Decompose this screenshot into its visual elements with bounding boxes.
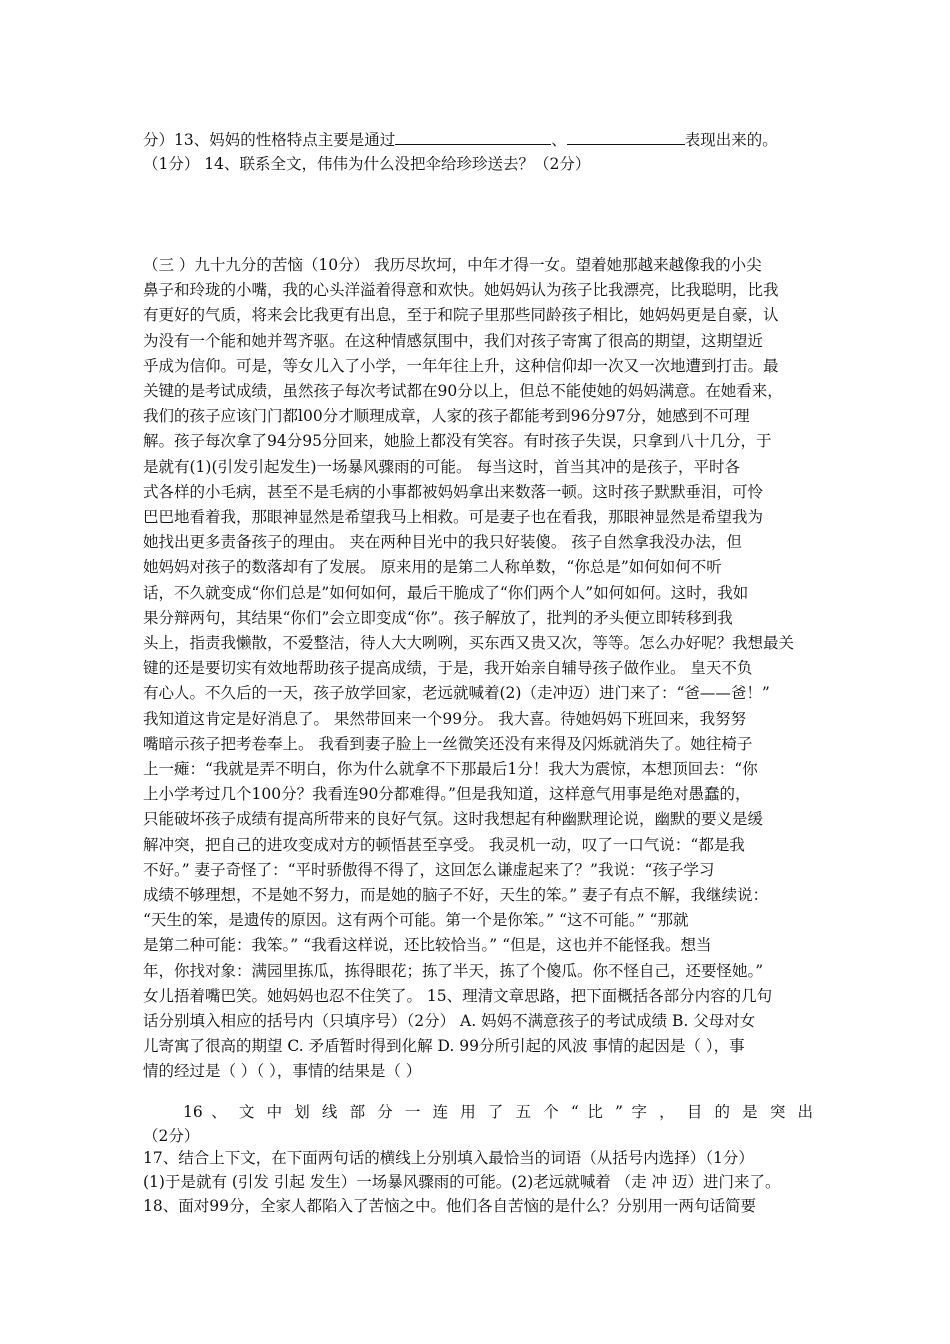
passage-line: 式各样的小毛病，甚至不是毛病的小事都被妈妈拿出来数落一顿。这时孩子默默垂泪，可怜 (143, 482, 764, 501)
passage-line: 乎成为信仰。可是，等女儿入了小学，一年年往上升，这种信仰却一次又一次地遭到打击。最 (143, 356, 779, 375)
passage-line: 上一瘫：“我就是弄不明白，你为什么就拿不下那最后1分！我大为震惊，本想顶回去：“你 (143, 760, 758, 778)
passage-line: 嘴暗示孩子把考卷奉上。 我看到妻子脸上一丝微笑还没有来得及闪烁就消失了。她往椅子 (143, 734, 753, 753)
passage-line: 我知道这肯定是好消息了。 果然带回来一个99分。 我大喜。待她妈妈下班回来，我努努 (143, 709, 747, 728)
passage-line: 是第二种可能：我笨。” “我看这样说，还比较恰当。” “但是，这也并不能怪我。想当 (143, 936, 712, 955)
passage-line: 年，你找对象：满园里拣瓜，拣得眼花；拣了半天，拣了个傻瓜。你不怪自己，还要怪她。” (143, 961, 764, 980)
passage-line: 解冲突，把自己的进攻变成对方的顿悟甚至享受。 我灵机一动，叹了一口气说：“都是我 (143, 835, 745, 854)
passage-line: 女儿捂着嘴巴笑。她妈妈也忍不住笑了。 15、理清文章思路，把下面概括各部分内容的几句 (143, 986, 773, 1005)
answer-blank-2 (567, 128, 685, 145)
question-14-line: （1分） 14、联系全文，伟伟为什么没把伞给珍珍送去？（2分） (143, 155, 591, 173)
passage-line: 有更好的气质，将来会比我更有出息，至于和院子里那些同龄孩子相比，她妈妈更是自豪，认 (143, 306, 779, 325)
question-17-line: 17、结合上下文，在下面两句话的横线上分别填入最恰当的词语（从括号内选择）（1分） (143, 1149, 754, 1167)
passage-line: 她妈妈对孩子的数落却有了发展。 原来用的是第二人称单数，“你总是”如何如何不听 (143, 558, 722, 577)
passage-line: 解。孩子每次拿了94分95分回来，她脸上都没有笑容。有时孩子失误，只拿到八十几分，于 (143, 432, 772, 451)
passage-line: 上小学考过几个100分？我看连90分都难得。”但是我知道，这样意气用事是绝对愚蠢的， (143, 785, 751, 804)
question-16-line (143, 1100, 813, 1125)
passage-line: 键的还是要切实有效地帮助孩子提高成绩，于是，我开始亲自辅导孩子做作业。 皇天不负 (143, 659, 753, 678)
question-13-text-b: 、 (551, 131, 567, 149)
question-13-text-a: 分）13、妈妈的性格特点主要是通过 (143, 131, 396, 149)
passage-line: 不好。” 妻子奇怪了：“平时骄傲得不得了，这回怎么谦虚起来了？”我说：“孩子学习 (143, 860, 715, 879)
passage-line: “天生的笨，是遗传的原因。这有两个可能。第一个是你笨。” “这不可能。” “那就 (143, 911, 689, 930)
question-17-answer-line: (1)于是就有 (引发 引起 发生）一场暴风骤雨的可能。(2)老远就喊着 （走 冲 迈）进门来了。 (143, 1173, 781, 1191)
passage-line: 头上，指责我懒散，不爱整洁，待人大大咧咧，买东西又贵又次，等等。怎么办好呢？我想最关 (143, 634, 795, 652)
passage-line: 话，不久就变成“你们总是”如何如何，最后干脆成了“你们两个人”如何如何。这时，我如 (143, 583, 749, 602)
question-13-line (143, 128, 813, 153)
passage-line: 有心人。不久后的一天，孩子放学回家，老远就喊着(2)（走冲迈）进门来了：“爸——爸！” (143, 684, 770, 703)
passage-line: 我们的孩子应该门门都l00分才顺理成章，人家的孩子都能考到96分97分，她感到不可理 (143, 407, 750, 426)
passage-line: 成绩不够理想，不是她不努力，而是她的脑子不好，天生的笨。” 妻子有点不解，我继续说： (143, 886, 769, 904)
passage-line: 她找出更多责备孩子的理由。 夹在两种目光中的我只好装傻。 孩子自然拿我没办法，但 (143, 533, 742, 552)
passage-line: 关键的是考试成绩，虽然孩子每次考试都在90分以上，但总不能使她的妈妈满意。在她看来， (143, 382, 783, 400)
question-18-line: 18、面对99分，全家人都陷入了苦恼之中。他们各自苦恼的是什么？分别用一两句话简要 (143, 1197, 756, 1215)
passage-line: 为没有一个能和她并驾齐驱。在这种情感氛围中，我们对孩子寄寓了很高的期望，这期望近 (143, 331, 764, 350)
passage-line: 情的经过是（ ）（ ），事情的结果是（ ） (143, 1062, 422, 1081)
answer-blank-1 (395, 128, 551, 145)
passage-line: 果分辩两句，其结果“你们”会立即变成“你”。孩子解放了，批判的矛头便立即转移到我 (143, 608, 733, 627)
passage-line: 只能破坏孩子成绩有提高所带来的良好气氛。这时我想起有种幽默理论说，幽默的要义是缓 (143, 810, 764, 829)
passage-line: 儿寄寓了很高的期望 C. 矛盾暂时得到化解 D. 99分所引起的风波 事情的起因是（ ），事 (143, 1037, 745, 1056)
question-16-points: （2分） (143, 1127, 200, 1145)
passage-line: 鼻子和玲珑的小嘴，我的心头洋溢着得意和欢快。她妈妈认为孩子比我漂亮，比我聪明，比我 (143, 281, 779, 300)
passage-line: 话分别填入相应的括号内（只填序号）（2分） A. 妈妈不满意孩子的考试成绩 B. 父母对女 (143, 1012, 756, 1030)
passage-line: 是就有(1)(引发引起发生)一场暴风骤雨的可能。 每当这时，首当其冲的是孩子，平时各 (143, 457, 740, 476)
question-16-text: 16 、 文 中 划 线 部 分 一 连 用 了 五 个 “ 比 ” 字 ， 目 的 是 突 出 (183, 1103, 813, 1121)
passage-line: 巴巴地看着我，那眼神显然是希望我马上相救。可是妻子也在看我，那眼神显然是希望我为 (143, 508, 764, 526)
question-13-text-c: 表现出来的。 (684, 131, 778, 149)
passage-line: （三 ）九十九分的苦恼（10分） 我历尽坎坷，中年才得一女。望着她那越来越像我的小尖 (143, 256, 762, 274)
